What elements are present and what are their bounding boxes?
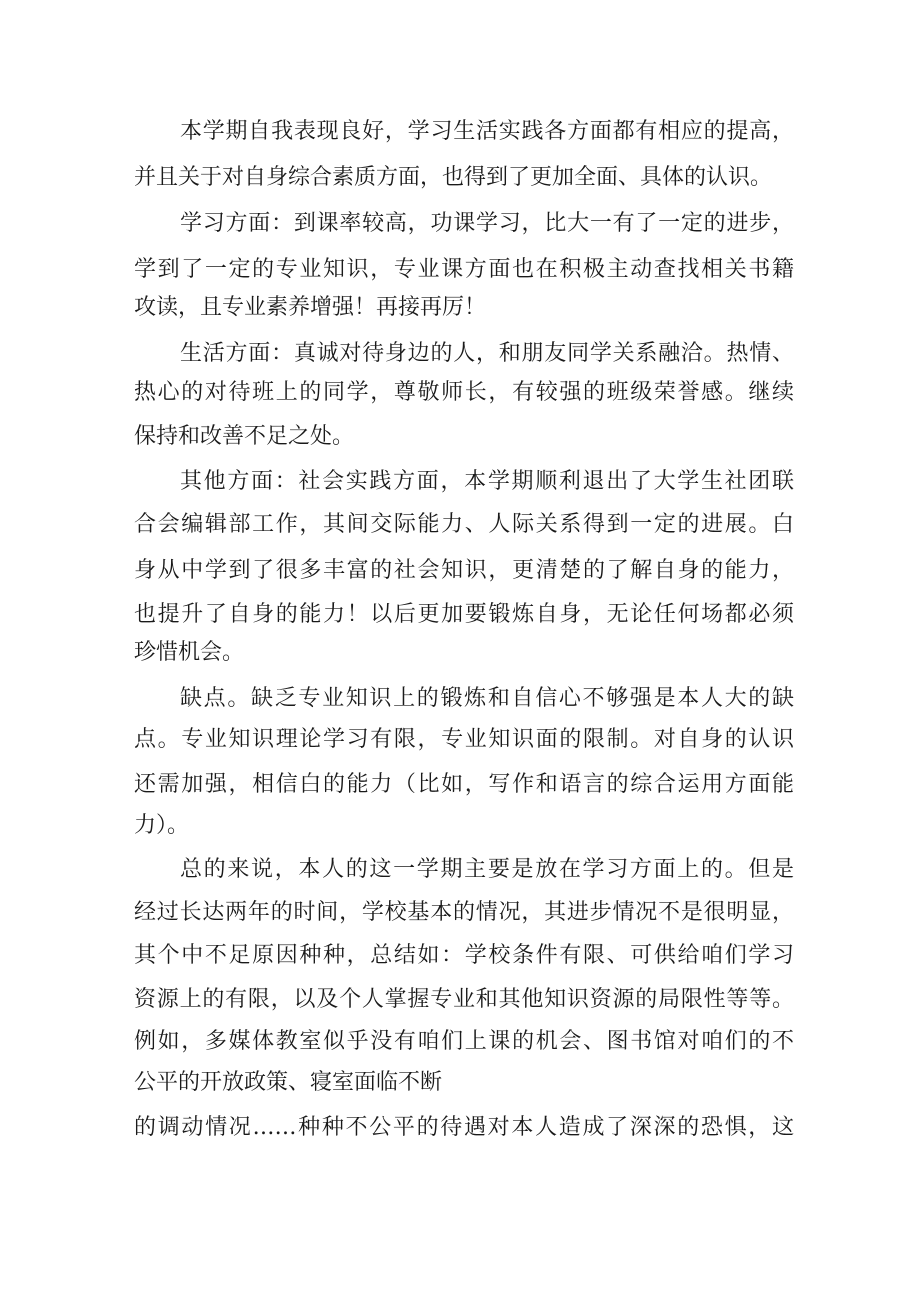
paragraph-6-line-4: 资源上的有限，以及个人掌握专业和其他知识资源的局限性等等。: [134, 987, 794, 1012]
paragraph-5-line-2: 点。专业知识理论学习有限，专业知识面的限制。对自身的认识: [134, 727, 794, 752]
paragraph-6-line-5: 例如，多媒体教室似乎没有咱们上课的机会、图书馆对咱们的不: [134, 1029, 794, 1054]
paragraph-5-line-1: 缺点。缺乏专业知识上的锻炼和自信心不够强是本人大的缺: [180, 686, 794, 711]
paragraph-3-line-2: 热心的对待班上的同学，尊敬师长，有较强的班级荣誉感。继续: [134, 380, 794, 405]
paragraph-2-line-1: 学习方面：到课率较高，功课学习，比大一有了一定的进步，: [180, 211, 794, 236]
paragraph-2-line-2: 学到了一定的专业知识，专业课方面也在积极主动查找相关书籍: [134, 257, 794, 282]
paragraph-1-line-1: 本学期自我表现良好，学习生活实践各方面都有相应的提高，: [180, 119, 794, 144]
paragraph-6-line-3: 其个中不足原因种种，总结如：学校条件有限、可供给咱们学习: [134, 943, 794, 968]
paragraph-2-line-3: 攻读，且专业素养增强！再接再厉！: [134, 295, 487, 320]
paragraph-6-line-1: 总的来说，本人的这一学期主要是放在学习方面上的。但是: [180, 857, 794, 882]
paragraph-6-line-6: 公平的开放政策、寝室面临不断: [134, 1070, 443, 1095]
paragraph-4-line-5: 珍惜机会。: [134, 640, 245, 665]
paragraph-4-line-4: 也提升了自身的能力！以后更加要锻炼自身，无论任何场都必须: [134, 602, 794, 627]
paragraph-3-line-3: 保持和改善不足之处。: [134, 424, 355, 449]
paragraph-3-line-1: 生活方面：真诚对待身边的人，和朋友同学关系融洽。热情、: [180, 341, 794, 366]
paragraph-7-line-1: 的调动情况……种种不公平的待遇对本人造成了深深的恐惧，这: [134, 1115, 794, 1140]
paragraph-4-line-1: 其他方面：社会实践方面，本学期顺利退出了大学生社团联: [180, 469, 794, 494]
paragraph-5-line-4: 力）。: [134, 813, 190, 838]
paragraph-5-line-3: 还需加强，相信白的能力（比如，写作和语言的综合运用方面能: [134, 772, 794, 797]
paragraph-4-line-3: 身从中学到了很多丰富的社会知识，更清楚的了解自身的能力，: [134, 558, 794, 583]
paragraph-4-line-2: 合会编辑部工作，其间交际能力、人际关系得到一定的进展。白: [134, 512, 794, 537]
paragraph-6-line-2: 经过长达两年的时间，学校基本的情况，其进步情况不是很明显，: [134, 900, 794, 925]
paragraph-1-line-2: 并且关于对自身综合素质方面，也得到了更加全面、具体的认识。: [134, 165, 773, 190]
